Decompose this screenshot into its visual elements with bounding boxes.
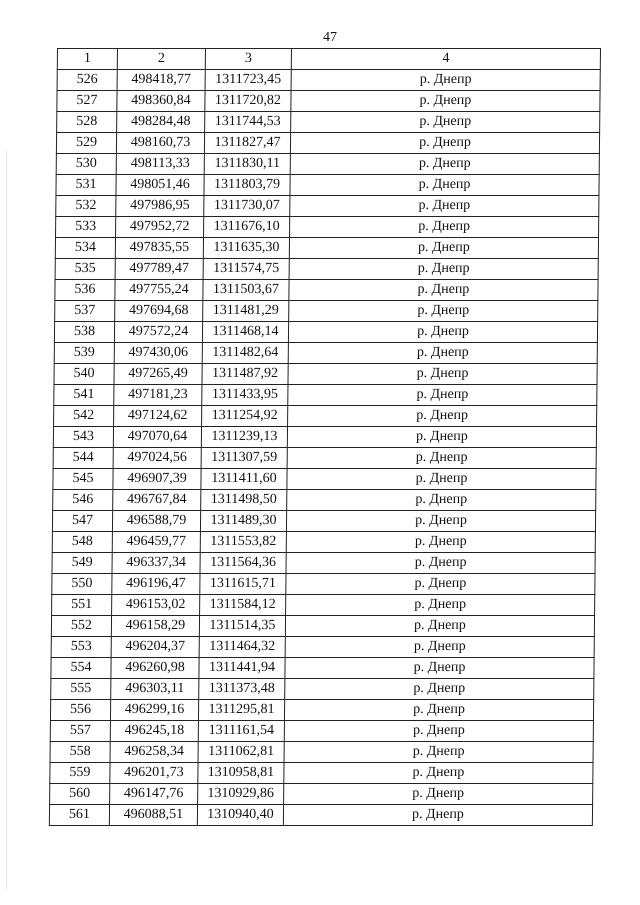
description-cell: р. Днепр (285, 679, 594, 700)
table-row (52, 532, 595, 553)
point-number-cell: 554 (51, 658, 111, 679)
table-row (52, 553, 595, 574)
table-row (55, 280, 598, 301)
x-coordinate-cell: 497835,55 (115, 238, 203, 259)
x-coordinate-cell: 496303,11 (111, 679, 199, 700)
table-row (56, 175, 599, 196)
table-row (55, 238, 598, 259)
description-cell: р. Днепр (289, 238, 598, 259)
y-coordinate-cell: 1311498,50 (201, 490, 287, 511)
table-row (54, 343, 597, 364)
point-number-cell: 542 (54, 406, 114, 427)
table-row (57, 91, 600, 112)
description-cell: р. Днепр (285, 658, 594, 679)
y-coordinate-cell: 1311254,92 (202, 406, 288, 427)
x-coordinate-cell: 496258,34 (110, 742, 198, 763)
table-header-row (57, 49, 600, 70)
x-coordinate-cell: 496245,18 (110, 721, 198, 742)
column-header-1: 1 (57, 49, 117, 70)
y-coordinate-cell: 1311514,35 (199, 616, 285, 637)
point-number-cell: 543 (53, 427, 113, 448)
table-row (56, 154, 599, 175)
table-row (50, 784, 593, 805)
point-number-cell: 544 (53, 448, 113, 469)
description-cell: р. Днепр (288, 385, 597, 406)
y-coordinate-cell: 1311481,29 (203, 301, 289, 322)
point-number-cell: 531 (56, 175, 116, 196)
description-cell: р. Днепр (286, 511, 595, 532)
y-coordinate-cell: 1311803,79 (204, 175, 290, 196)
table-row (57, 112, 600, 133)
table-row (55, 301, 598, 322)
y-coordinate-cell: 1311744,53 (205, 112, 291, 133)
x-coordinate-cell: 496147,76 (110, 784, 198, 805)
x-coordinate-cell: 497265,49 (114, 364, 202, 385)
coordinates-table-container (57, 48, 601, 826)
description-cell: р. Днепр (286, 532, 595, 553)
y-coordinate-cell: 1310940,40 (197, 805, 283, 826)
description-cell: р. Днепр (290, 154, 599, 175)
y-coordinate-cell: 1311161,54 (198, 721, 284, 742)
description-cell: р. Днепр (291, 70, 600, 91)
x-coordinate-cell: 498360,84 (117, 91, 205, 112)
point-number-cell: 557 (50, 721, 110, 742)
y-coordinate-cell: 1311503,67 (203, 280, 289, 301)
y-coordinate-cell: 1311676,10 (204, 217, 290, 238)
y-coordinate-cell: 1311615,71 (200, 574, 286, 595)
x-coordinate-cell: 496260,98 (111, 658, 199, 679)
point-number-cell: 530 (56, 154, 116, 175)
y-coordinate-cell: 1311239,13 (201, 427, 287, 448)
x-coordinate-cell: 496588,79 (112, 511, 200, 532)
table-row (57, 70, 600, 91)
x-coordinate-cell: 497755,24 (115, 280, 203, 301)
y-coordinate-cell: 1311441,94 (199, 658, 285, 679)
coordinates-table (49, 48, 601, 826)
y-coordinate-cell: 1311295,81 (198, 700, 284, 721)
description-cell: р. Днепр (291, 112, 600, 133)
table-row (52, 511, 595, 532)
point-number-cell: 550 (52, 574, 112, 595)
point-number-cell: 561 (49, 805, 109, 826)
table-row (54, 322, 597, 343)
x-coordinate-cell: 496767,84 (113, 490, 201, 511)
point-number-cell: 547 (52, 511, 112, 532)
x-coordinate-cell: 497789,47 (115, 259, 203, 280)
table-row (49, 805, 592, 826)
point-number-cell: 528 (57, 112, 117, 133)
point-number-cell: 545 (53, 469, 113, 490)
description-cell: р. Днепр (284, 721, 593, 742)
x-coordinate-cell: 497181,23 (114, 385, 202, 406)
point-number-cell: 559 (50, 763, 110, 784)
table-row (56, 217, 599, 238)
point-number-cell: 546 (53, 490, 113, 511)
point-number-cell: 533 (56, 217, 116, 238)
point-number-cell: 555 (51, 679, 111, 700)
point-number-cell: 535 (55, 259, 115, 280)
description-cell: р. Днепр (289, 280, 598, 301)
description-cell: р. Днепр (286, 595, 595, 616)
table-row (50, 763, 593, 784)
y-coordinate-cell: 1310929,86 (198, 784, 284, 805)
x-coordinate-cell: 496204,37 (111, 637, 199, 658)
table-row (54, 385, 597, 406)
y-coordinate-cell: 1311635,30 (203, 238, 289, 259)
point-number-cell: 556 (50, 700, 110, 721)
description-cell: р. Днепр (286, 574, 595, 595)
x-coordinate-cell: 496337,34 (112, 553, 200, 574)
x-coordinate-cell: 497694,68 (115, 301, 203, 322)
column-header-3: 3 (205, 49, 291, 70)
point-number-cell: 538 (54, 322, 114, 343)
description-cell: р. Днепр (287, 490, 596, 511)
table-row (51, 679, 594, 700)
table-row (51, 658, 594, 679)
page-number: 47 (323, 30, 337, 45)
y-coordinate-cell: 1311564,36 (200, 553, 286, 574)
x-coordinate-cell: 496088,51 (109, 805, 197, 826)
x-coordinate-cell: 498051,46 (116, 175, 204, 196)
table-body (49, 70, 600, 826)
point-number-cell: 536 (55, 280, 115, 301)
description-cell: р. Днепр (285, 616, 594, 637)
description-cell: р. Днепр (287, 448, 596, 469)
point-number-cell: 560 (50, 784, 110, 805)
y-coordinate-cell: 1311489,30 (200, 511, 286, 532)
table-row (56, 196, 599, 217)
description-cell: р. Днепр (288, 364, 597, 385)
description-cell: р. Днепр (284, 763, 593, 784)
y-coordinate-cell: 1311411,60 (201, 469, 287, 490)
y-coordinate-cell: 1311723,45 (205, 70, 291, 91)
x-coordinate-cell: 497986,95 (116, 196, 204, 217)
description-cell: р. Днепр (288, 322, 597, 343)
point-number-cell: 552 (51, 616, 111, 637)
table-row (52, 574, 595, 595)
point-number-cell: 553 (51, 637, 111, 658)
x-coordinate-cell: 496153,02 (112, 595, 200, 616)
table-row (51, 616, 594, 637)
y-coordinate-cell: 1311482,64 (202, 343, 288, 364)
point-number-cell: 534 (55, 238, 115, 259)
x-coordinate-cell: 497572,24 (114, 322, 202, 343)
x-coordinate-cell: 496196,47 (112, 574, 200, 595)
point-number-cell: 558 (50, 742, 110, 763)
table-row (54, 364, 597, 385)
y-coordinate-cell: 1311730,07 (204, 196, 290, 217)
point-number-cell: 540 (54, 364, 114, 385)
y-coordinate-cell: 1311553,82 (200, 532, 286, 553)
description-cell: р. Днепр (289, 301, 598, 322)
y-coordinate-cell: 1311307,59 (201, 448, 287, 469)
description-cell: р. Днепр (285, 637, 594, 658)
x-coordinate-cell: 496299,16 (110, 700, 198, 721)
x-coordinate-cell: 497952,72 (116, 217, 204, 238)
table-row (53, 469, 596, 490)
y-coordinate-cell: 1311464,32 (199, 637, 285, 658)
y-coordinate-cell: 1311062,81 (198, 742, 284, 763)
point-number-cell: 551 (52, 595, 112, 616)
description-cell: р. Днепр (284, 700, 593, 721)
description-cell: р. Днепр (290, 196, 599, 217)
description-cell: р. Днепр (288, 406, 597, 427)
description-cell: р. Днепр (287, 427, 596, 448)
point-number-cell: 539 (54, 343, 114, 364)
x-coordinate-cell: 497024,56 (113, 448, 201, 469)
table-row (51, 637, 594, 658)
table-row (50, 742, 593, 763)
y-coordinate-cell: 1311574,75 (203, 259, 289, 280)
description-cell: р. Днепр (288, 343, 597, 364)
description-cell: р. Днепр (290, 133, 599, 154)
x-coordinate-cell: 496907,39 (113, 469, 201, 490)
y-coordinate-cell: 1311373,48 (199, 679, 285, 700)
table-row (54, 406, 597, 427)
x-coordinate-cell: 496201,73 (110, 763, 198, 784)
description-cell: р. Днепр (283, 805, 592, 826)
table-row (52, 595, 595, 616)
point-number-cell: 537 (55, 301, 115, 322)
table-row (56, 133, 599, 154)
table-header (57, 49, 600, 70)
table-row (50, 700, 593, 721)
scan-edge-line (6, 150, 9, 890)
y-coordinate-cell: 1311468,14 (202, 322, 288, 343)
point-number-cell: 548 (52, 532, 112, 553)
x-coordinate-cell: 497124,62 (114, 406, 202, 427)
point-number-cell: 541 (54, 385, 114, 406)
y-coordinate-cell: 1311433,95 (202, 385, 288, 406)
x-coordinate-cell: 497070,64 (113, 427, 201, 448)
x-coordinate-cell: 498284,48 (117, 112, 205, 133)
point-number-cell: 532 (56, 196, 116, 217)
y-coordinate-cell: 1311584,12 (200, 595, 286, 616)
x-coordinate-cell: 496158,29 (111, 616, 199, 637)
point-number-cell: 549 (52, 553, 112, 574)
description-cell: р. Днепр (290, 175, 599, 196)
y-coordinate-cell: 1311487,92 (202, 364, 288, 385)
x-coordinate-cell: 497430,06 (114, 343, 202, 364)
description-cell: р. Днепр (289, 259, 598, 280)
y-coordinate-cell: 1311827,47 (204, 133, 290, 154)
table-row (50, 721, 593, 742)
column-header-4: 4 (291, 49, 600, 70)
point-number-cell: 527 (57, 91, 117, 112)
description-cell: р. Днепр (286, 553, 595, 574)
description-cell: р. Днепр (291, 91, 600, 112)
x-coordinate-cell: 498418,77 (117, 70, 205, 91)
y-coordinate-cell: 1311720,82 (205, 91, 291, 112)
table-row (55, 259, 598, 280)
point-number-cell: 526 (57, 70, 117, 91)
table-row (53, 427, 596, 448)
point-number-cell: 529 (56, 133, 116, 154)
y-coordinate-cell: 1310958,81 (198, 763, 284, 784)
column-header-2: 2 (117, 49, 205, 70)
table-row (53, 448, 596, 469)
description-cell: р. Днепр (284, 784, 593, 805)
description-cell: р. Днепр (284, 742, 593, 763)
x-coordinate-cell: 498113,33 (116, 154, 204, 175)
description-cell: р. Днепр (287, 469, 596, 490)
y-coordinate-cell: 1311830,11 (204, 154, 290, 175)
x-coordinate-cell: 498160,73 (116, 133, 204, 154)
description-cell: р. Днепр (290, 217, 599, 238)
table-row (53, 490, 596, 511)
x-coordinate-cell: 496459,77 (112, 532, 200, 553)
